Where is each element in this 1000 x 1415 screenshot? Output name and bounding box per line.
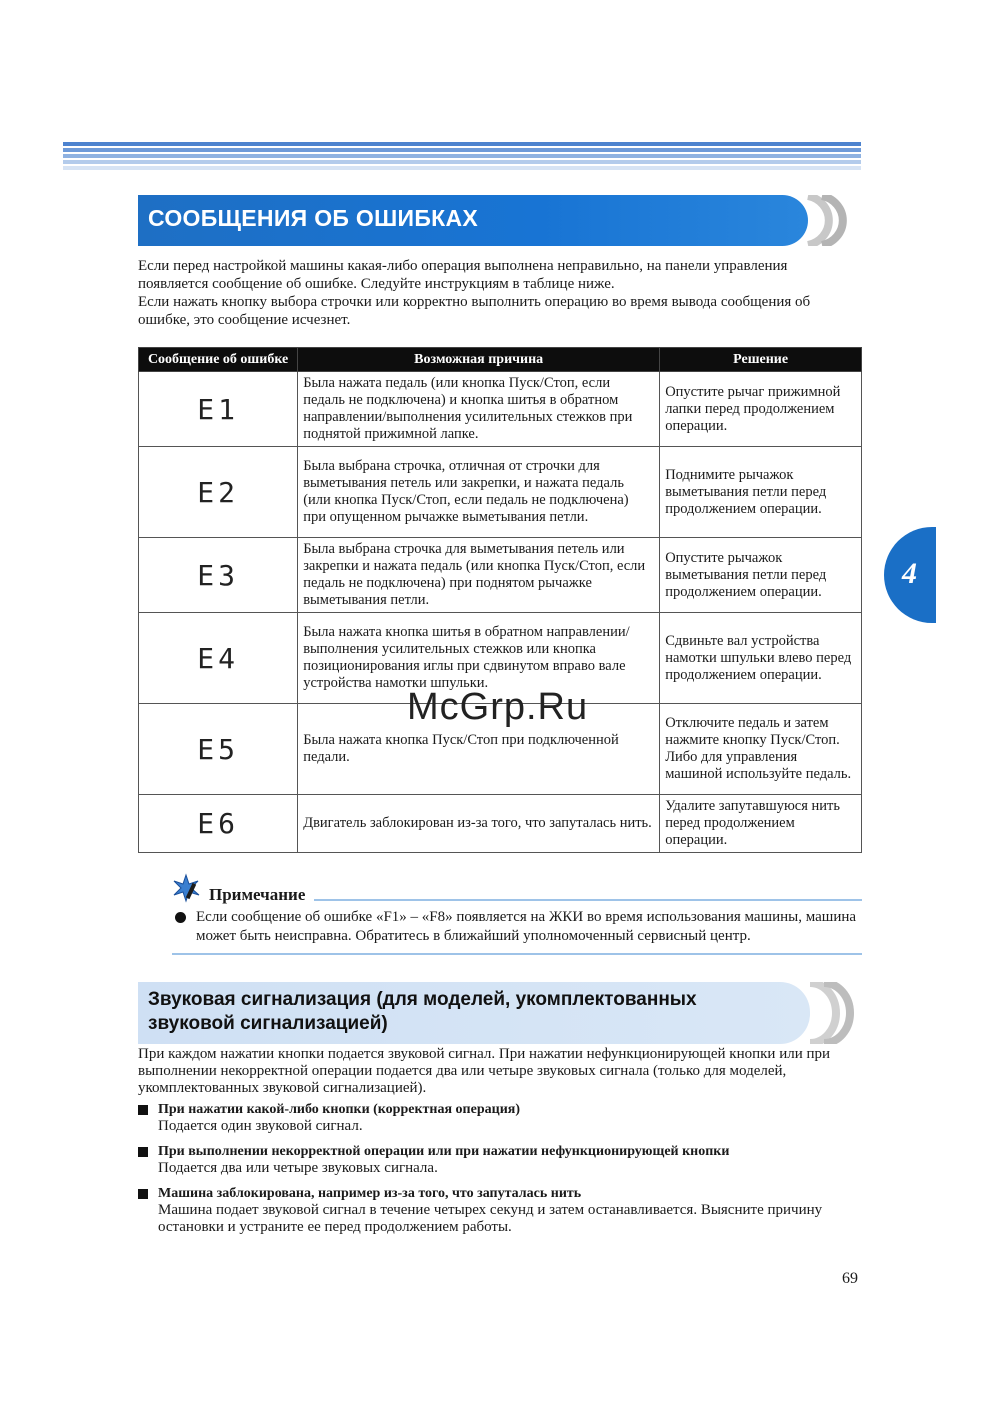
error-cause: Была нажата педаль (или кнопка Пуск/Стоп, если педаль не подключена) и кнопка шитья в обратном направлении/выполнения усилительных стежков при поднятой прижимной лапке. (298, 372, 660, 447)
sound-item-text: Подается один звуковой сигнал. (158, 1118, 363, 1134)
intro-paragraph: Если нажать кнопку выбора строчки или корректно выполнить операцию во время вывода сообщения об ошибке, это сообщение исчезнет. (138, 294, 811, 328)
page-number: 69 (842, 1270, 858, 1287)
table-header-row (139, 348, 862, 372)
note-sparkle-icon (172, 873, 204, 903)
error-cause: Двигатель заблокирован из-за того, что запуталась нить. (298, 795, 660, 853)
header-solution: Решение (660, 348, 862, 372)
error-fix: Опустите рычаг прижимной лапки перед продолжением операции. (660, 372, 862, 447)
intro-text (138, 257, 860, 329)
sound-item (138, 1185, 862, 1236)
sound-item-text: Подается два или четыре звуковых сигнала. (158, 1160, 438, 1176)
square-bullet-icon (138, 1147, 148, 1157)
error-table (138, 347, 862, 853)
header-stripe (63, 166, 861, 170)
error-cause: Была выбрана строчка для выметывания петель или закрепки и нажата педаль (или кнопка Пуск/Стоп, если педаль не подключена) при поднятом рычажке выметывания петли. (298, 538, 660, 613)
sound-intro: При каждом нажатии кнопки подается звуковой сигнал. При нажатии нефункционирующей кнопки или при выполнении некорректной операции подается два или четыре звуковых сигнала (только для моделей, укомплектованных звуковой сигнализацией). (138, 1046, 831, 1096)
watermark: McGrp.Ru (407, 686, 589, 728)
header-stripe (63, 154, 861, 158)
sound-section-title (148, 988, 697, 1036)
note-divider (314, 899, 862, 901)
square-bullet-icon (138, 1189, 148, 1199)
sound-section-heading (138, 982, 810, 1044)
error-cause: Была нажата кнопка шитья в обратном направлении/выполнения усилительных стежков или кнопка позиционирования иглы при сдвинутом вправо вале устройства намотки шпульки. (298, 613, 660, 704)
sound-item-heading: При нажатии какой-либо кнопки (корректная операция) (158, 1102, 520, 1117)
note-text: Если сообщение об ошибке «F1» – «F8» появляется на ЖКИ во время использования машины, машина может быть неисправна. Обратитесь в ближайший уполномоченный сервисный центр. (196, 909, 857, 944)
error-code: E2 (139, 447, 298, 538)
sound-item-heading: При выполнении некорректной операции или при нажатии нефункционирующей кнопки (158, 1144, 730, 1159)
error-code: E6 (139, 795, 298, 853)
note-bottom-divider (172, 953, 862, 955)
header-stripes (63, 142, 861, 172)
note-heading (172, 873, 862, 903)
error-cause: Была нажата кнопка Пуск/Стоп при подключенной педали. (298, 704, 660, 795)
header-stripe (63, 148, 861, 152)
header-stripe (63, 160, 861, 164)
error-code: E5 (139, 704, 298, 795)
section-ring-decoration (802, 982, 860, 1044)
error-fix: Опустите рычажок выметывания петли перед продолжением операции. (660, 538, 862, 613)
sound-item-text: Машина подает звуковой сигнал в течение четырех секунд и затем останавливается. Выясните причину остановки и устраните ее перед продолжением работы. (158, 1202, 823, 1235)
square-bullet-icon (138, 1105, 148, 1115)
sound-item (138, 1101, 862, 1135)
sound-title-line: Звуковая сигнализация (для моделей, укомплектованных (148, 989, 697, 1010)
table-row (139, 795, 862, 853)
header-possible-cause: Возможная причина (298, 348, 660, 372)
note-body (175, 908, 865, 946)
chapter-number: 4 (902, 557, 917, 590)
bullet-icon (175, 912, 186, 923)
sound-item-heading: Машина заблокирована, например из-за того, что запуталась нить (158, 1186, 582, 1201)
table-row (139, 447, 862, 538)
error-code: E4 (139, 613, 298, 704)
header-error-message: Сообщение об ошибке (139, 348, 298, 372)
error-fix: Сдвиньте вал устройства намотки шпульки влево перед продолжением операции. (660, 613, 862, 704)
intro-paragraph: Если перед настройкой машины какая-либо операция выполнена неправильно, на панели управления появляется сообщение об ошибке. Следуйте инструкциям в таблице ниже. (138, 258, 788, 292)
section-heading (138, 195, 808, 246)
error-fix: Поднимите рычажок выметывания петли перед продолжением операции. (660, 447, 862, 538)
sound-title-line: звуковой сигнализацией) (148, 1013, 388, 1034)
error-code: E3 (139, 538, 298, 613)
table-row (139, 538, 862, 613)
table-row (139, 372, 862, 447)
header-stripe (63, 142, 861, 146)
note-label: Примечание (209, 885, 306, 904)
chapter-tab (884, 527, 936, 623)
error-cause: Была выбрана строчка, отличная от строчки для выметывания петель или закрепки, и нажата педаль (или кнопка Пуск/Стоп, если педаль не подключена) при опущенном рычажке выметывания петли. (298, 447, 660, 538)
section-title: СООБЩЕНИЯ ОБ ОШИБКАХ (148, 205, 479, 231)
sound-item (138, 1143, 862, 1177)
error-fix: Удалите запутавшуюся нить перед продолжением операции. (660, 795, 862, 853)
error-code: E1 (139, 372, 298, 447)
error-fix: Отключите педаль и затем нажмите кнопку Пуск/Стоп. Либо для управления машиной используйте педаль. (660, 704, 862, 795)
heading-ring-decoration (800, 195, 858, 246)
